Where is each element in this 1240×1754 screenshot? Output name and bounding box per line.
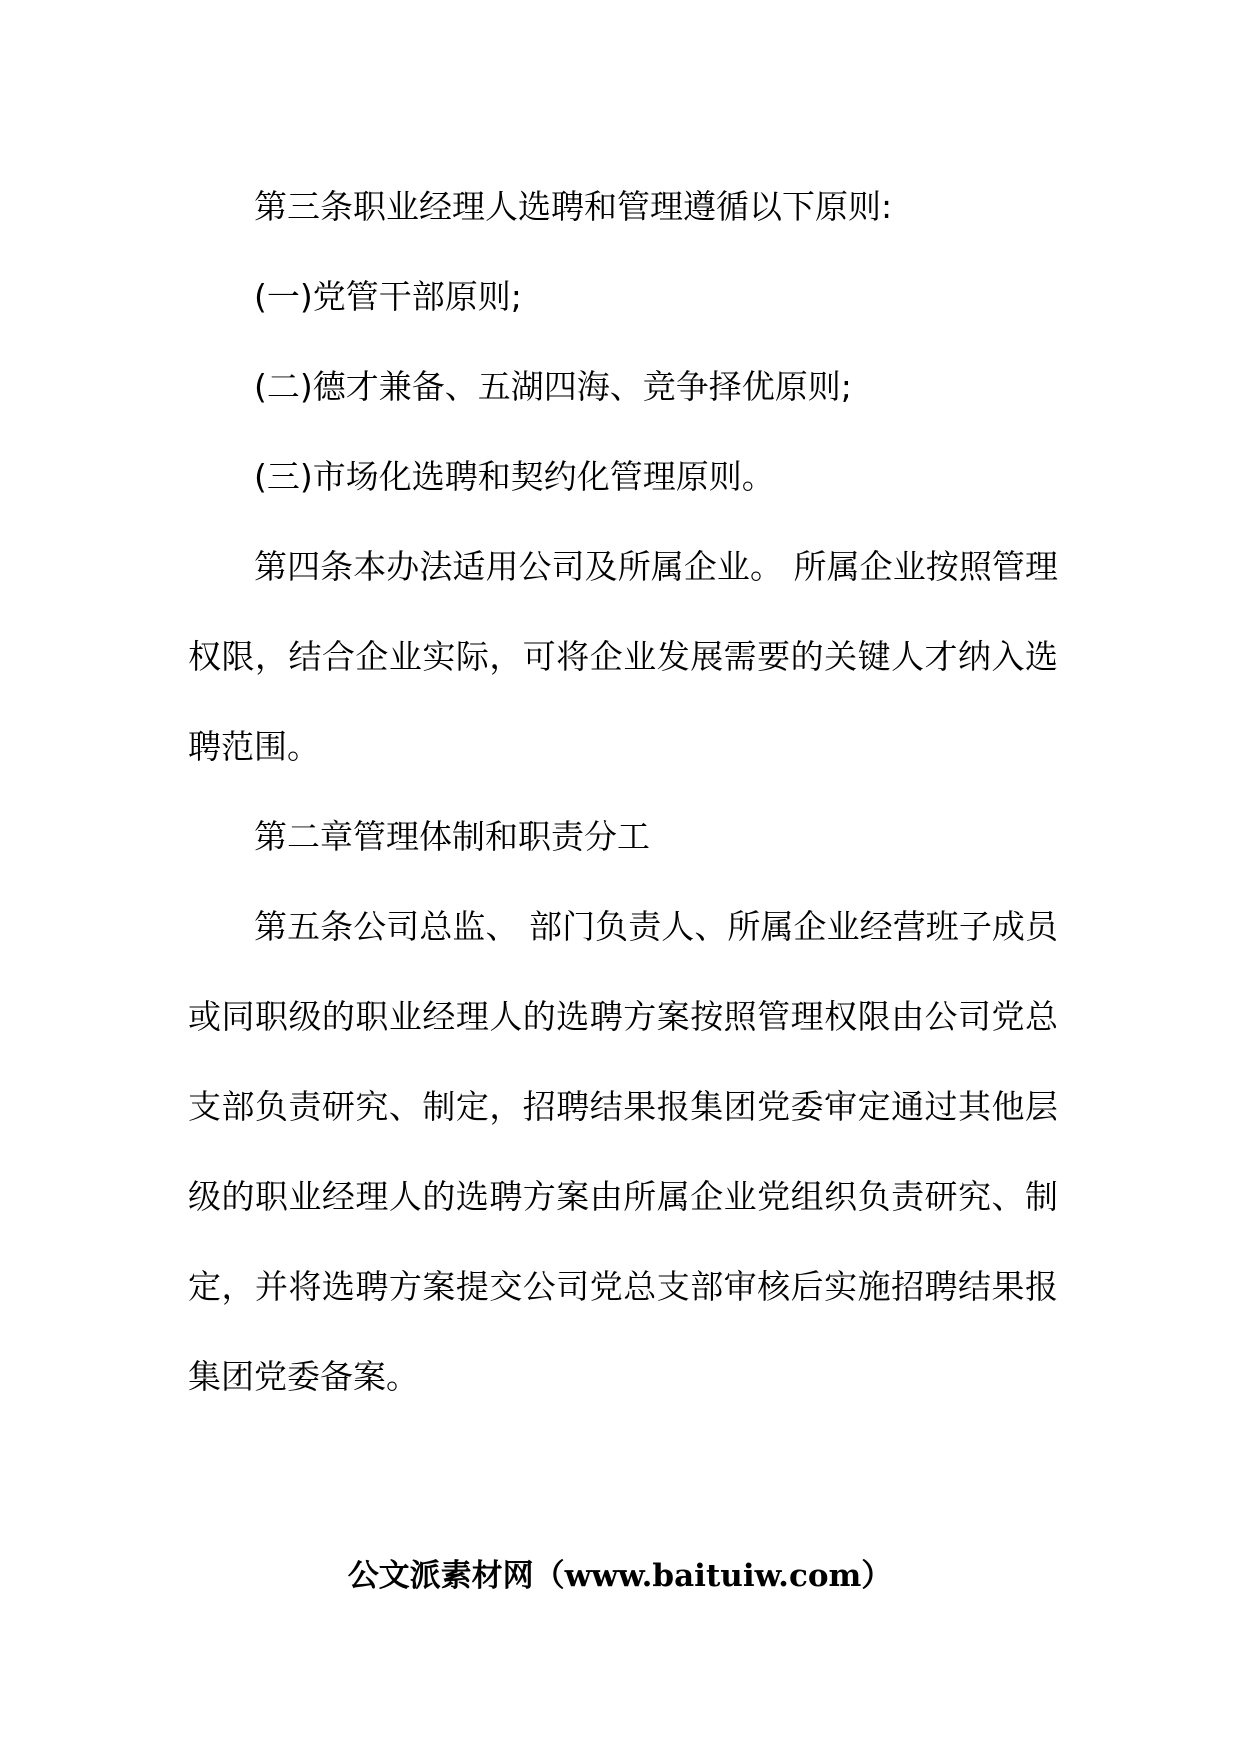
paragraph-principle-1: (一)党管干部原则; (254, 277, 522, 316)
paragraph-principle-3: (三)市场化选聘和契约化管理原则。 (254, 457, 775, 496)
paragraph-principle-2: (二)德才兼备、五湖四海、竞争择优原则; (254, 367, 852, 406)
chapter-heading: 第二章管理体制和职责分工 (254, 817, 650, 856)
paragraph-article-3: 第三条职业经理人选聘和管理遵循以下原则: (254, 187, 893, 226)
paragraph-article-4: 第四条本办法适用公司及所属企业。 所属企业按照管理权限，结合企业实际，可将企业发展需要的关键人才纳入选聘范围。 (188, 547, 1058, 766)
document-body (188, 162, 1058, 1422)
footer-watermark: 公文派素材网（www.baituiw.com） (347, 1558, 893, 1594)
paragraph-article-5: 第五条公司总监、 部门负责人、所属企业经营班子成员或同职级的职业经理人的选聘方案按照管理权限由公司党总支部负责研究、制定，招聘结果报集团党委审定通过其他层级的职业经理人的选聘方案由所属企业党组织负责研究、制定，并将选聘方案提交公司党总支部审核后实施招聘结果报集团党委备案。 (188, 907, 1058, 1396)
